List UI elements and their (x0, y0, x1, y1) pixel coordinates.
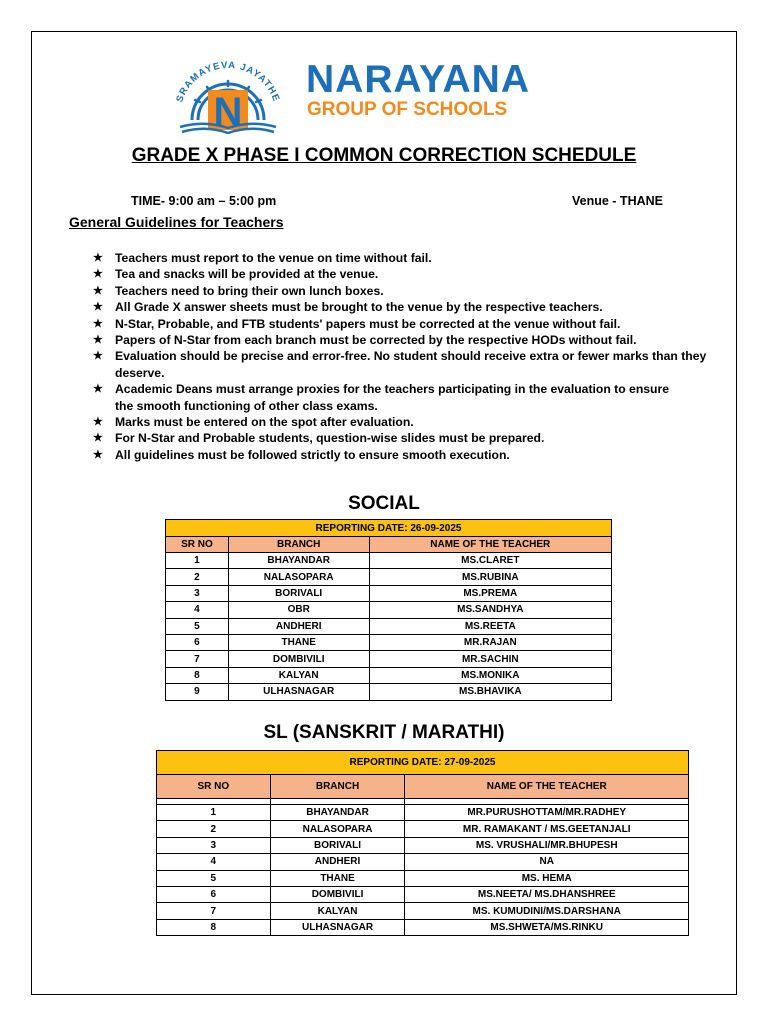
time-text: TIME- 9:00 am – 5:00 pm (131, 194, 277, 208)
table-row: 1 BHAYANDAR MR.PURUSHOTTAM/MR.RADHEY (157, 805, 689, 821)
table-row: 5 THANE MS. HEMA (157, 870, 689, 886)
guideline-item: ★ Evaluation should be precise and error-free. No student should receive extra or fewer marks than they deserve. (93, 349, 707, 380)
sl-section-title: SL (SANSKRIT / MARATHI) (263, 722, 505, 743)
star-bullet-icon: ★ (93, 268, 103, 281)
guideline-item: ★ Teachers need to bring their own lunch boxes. (93, 283, 384, 298)
column-header: BRANCH (270, 775, 405, 799)
table-row: 6 THANE MR.RAJAN (166, 634, 612, 650)
column-header: NAME OF THE TEACHER (369, 537, 611, 553)
table-row: 5 ANDHERI MS.REETA (166, 618, 612, 634)
table-row: 8 KALYAN MS.MONIKA (166, 667, 612, 683)
reporting-date: REPORTING DATE: 27-09-2025 (157, 751, 689, 775)
guideline-item: ★ Teachers must report to the venue on time without fail. (93, 251, 432, 265)
guideline-item: ★ Academic Deans must arrange proxies for the teachers participating in the evaluation to ensure the smooth functioning of other class exams. (93, 382, 670, 413)
star-bullet-icon: ★ (93, 252, 103, 264)
star-bullet-icon: ★ (93, 301, 103, 314)
guideline-item: ★ For N-Star and Probable students, question-wise slides must be prepared. (93, 431, 545, 446)
table-row: 9 ULHASNAGAR MS.BHAVIKA (166, 684, 612, 700)
school-logo (160, 50, 600, 140)
guidelines-list (90, 250, 730, 463)
document-title: GRADE X PHASE I COMMON CORRECTION SCHEDULE (131, 145, 637, 166)
guideline-item: ★ N-Star, Probable, and FTB students' papers must be corrected at the venue without fail. (93, 316, 621, 331)
reporting-date: REPORTING DATE: 26-09-2025 (166, 520, 612, 537)
brand-name: NARAYANA (306, 58, 531, 101)
table-row: 4 ANDHERI NA (157, 854, 689, 870)
guideline-item: ★ Marks must be entered on the spot after evaluation. (93, 415, 414, 430)
sl-schedule-table (156, 750, 689, 936)
table-row: 2 NALASOPARA MR. RAMAKANT / MS.GEETANJALI (157, 821, 689, 837)
guideline-item: ★ Papers of N-Star from each branch must be corrected by the respective HODs without fail. (93, 333, 637, 348)
guideline-item: ★ All Grade X answer sheets must be brought to the venue by the respective teachers. (93, 300, 603, 315)
column-header: BRANCH (228, 537, 369, 553)
table-row: 4 OBR MS.SANDHYA (166, 602, 612, 618)
star-bullet-icon: ★ (93, 448, 103, 461)
column-header: NAME OF THE TEACHER (405, 775, 689, 799)
table-row: 7 KALYAN MS. KUMUDINI/MS.DARSHANA (157, 903, 689, 919)
guideline-item: ★ Tea and snacks will be provided at the venue. (93, 267, 379, 282)
star-bullet-icon: ★ (93, 432, 103, 445)
brand-subtitle: GROUP OF SCHOOLS (307, 99, 508, 120)
star-bullet-icon: ★ (93, 350, 103, 363)
table-row: 6 DOMBIVILI MS.NEETA/ MS.DHANSHREE (157, 886, 689, 902)
table-row: 3 BORIVALI MS. VRUSHALI/MR.BHUPESH (157, 837, 689, 853)
social-section-title: SOCIAL (348, 493, 420, 514)
column-header: SR NO (166, 537, 229, 553)
guideline-item: ★ All guidelines must be followed strictly to ensure smooth execution. (93, 447, 510, 462)
table-row: 7 DOMBIVILI MR.SACHIN (166, 651, 612, 667)
social-schedule-table (165, 519, 612, 701)
star-bullet-icon: ★ (93, 416, 103, 429)
guidelines-heading: General Guidelines for Teachers (69, 214, 284, 230)
logo-arc-text: SRAMAYEVA JAYATHE (174, 59, 282, 104)
column-header: SR NO (157, 775, 271, 799)
logo-letter: N (213, 90, 243, 134)
table-row: 8 ULHASNAGAR MS.SHWETA/MS.RINKU (157, 919, 689, 935)
table-row: 1 BHAYANDAR MS.CLARET (166, 553, 612, 569)
star-bullet-icon: ★ (93, 284, 103, 297)
star-bullet-icon: ★ (93, 317, 103, 330)
venue-text: Venue - THANE (572, 194, 663, 208)
logo-emblem (160, 50, 295, 134)
table-row: 3 BORIVALI MS.PREMA (166, 585, 612, 601)
star-bullet-icon: ★ (93, 334, 103, 347)
table-row: 2 NALASOPARA MS.RUBINA (166, 569, 612, 585)
star-bullet-icon: ★ (93, 383, 103, 396)
